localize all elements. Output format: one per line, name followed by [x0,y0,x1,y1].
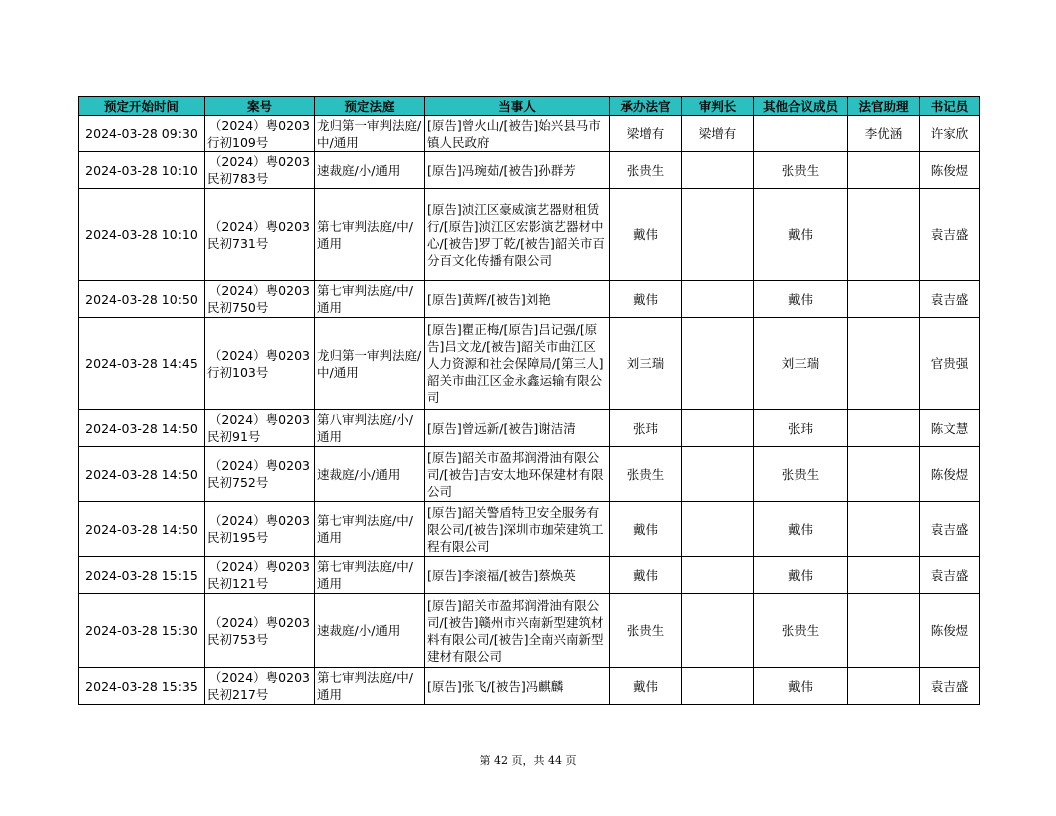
clerk-cell: 袁吉盛 [920,281,980,318]
judge-cell: 张贵生 [610,447,682,502]
case-number-prefix: （2024）粤0203 [208,614,310,630]
judge-assistant-cell [848,557,920,594]
case-number-cell [205,281,315,318]
header-parties: 当事人 [425,97,610,116]
header-presiding-judge: 审判长 [682,97,754,116]
courtroom-cell: 第七审判法庭/中/通用 [315,281,425,318]
parties-cell: [原告]韶关市盈邦润滑油有限公司/[被告]吉安太地环保建材有限公司 [425,447,610,502]
clerk-cell: 陈文慧 [920,410,980,447]
header-case-number: 案号 [205,97,315,116]
start-time-cell: 2024-03-28 10:10 [79,189,205,281]
courtroom-cell: 第七审判法庭/中/通用 [315,557,425,594]
judge-cell: 戴伟 [610,502,682,557]
start-time-cell: 2024-03-28 15:15 [79,557,205,594]
parties-cell: [原告]浈江区豪威演艺器财租赁行/[原告]浈江区宏影演艺器材中心/[被告]罗丁乾/[被告]韶关市百分百文化传播有限公司 [425,189,610,281]
case-number-prefix: （2024）粤0203 [208,513,310,528]
table-row [79,668,980,705]
table-row [79,594,980,668]
parties-cell: [原告]曾远新/[被告]谢洁清 [425,410,610,447]
judge-assistant-cell [848,447,920,502]
judge-cell: 戴伟 [610,668,682,705]
presiding-judge-cell [682,668,754,705]
presiding-judge-cell [682,189,754,281]
start-time-cell: 2024-03-28 15:35 [79,668,205,705]
start-time-cell: 2024-03-28 14:50 [79,502,205,557]
other-members-cell: 张贵生 [754,447,848,502]
case-number-cell [205,152,315,189]
start-time-cell: 2024-03-28 09:30 [79,116,205,152]
clerk-cell: 官贵强 [920,318,980,410]
other-members-cell: 刘三瑞 [754,318,848,410]
presiding-judge-cell [682,318,754,410]
presiding-judge-cell: 梁增有 [682,116,754,152]
clerk-cell: 许家欣 [920,116,980,152]
parties-cell: [原告]瞿正梅/[原告]吕记强/[原告]吕文龙/[被告]韶关市曲江区人力资源和社会保障局/[第三人]韶关市曲江区金永鑫运输有限公司 [425,318,610,410]
judge-assistant-cell [848,281,920,318]
case-number-suffix: 民初195号 [207,530,269,545]
parties-cell: [原告]曾火山/[被告]始兴县马市镇人民政府 [425,116,610,152]
judge-cell: 张贵生 [610,594,682,668]
start-time-cell: 2024-03-28 10:10 [79,152,205,189]
case-number-cell [205,410,315,447]
page-footer: 第 42 页，共 44 页 [479,754,577,767]
judge-assistant-cell [848,410,920,447]
clerk-cell: 陈俊煜 [920,152,980,189]
judge-assistant-cell: 李优涵 [848,116,920,152]
header-row [79,97,980,116]
table-row [79,116,980,152]
hearing-schedule-table [78,96,980,705]
case-number-prefix: （2024）粤0203 [208,412,310,427]
case-number-cell [205,318,315,410]
presiding-judge-cell [682,557,754,594]
case-number-cell [205,116,315,152]
case-number-cell [205,594,315,668]
judge-cell: 戴伟 [610,557,682,594]
table-row [79,410,980,447]
start-time-cell: 2024-03-28 14:50 [79,410,205,447]
presiding-judge-cell [682,502,754,557]
header-judge-assistant: 法官助理 [848,97,920,116]
courtroom-cell: 第七审判法庭/中/通用 [315,502,425,557]
other-members-cell: 戴伟 [754,557,848,594]
other-members-cell: 戴伟 [754,189,848,281]
parties-cell: [原告]冯琬茹/[被告]孙群芳 [425,152,610,189]
other-members-cell: 戴伟 [754,281,848,318]
judge-cell: 张玮 [610,410,682,447]
clerk-cell: 袁吉盛 [920,668,980,705]
case-number-suffix: 民初91号 [207,429,261,444]
header-courtroom: 预定法庭 [315,97,425,116]
courtroom-cell: 速裁庭/小/通用 [315,447,425,502]
start-time-cell: 2024-03-28 14:50 [79,447,205,502]
case-number-prefix: （2024）粤0203 [208,117,310,133]
case-number-cell [205,557,315,594]
presiding-judge-cell [682,447,754,502]
judge-cell: 戴伟 [610,189,682,281]
courtroom-cell: 第八审判法庭/小/通用 [315,410,425,447]
judge-cell: 梁增有 [610,116,682,152]
case-number-suffix: 民初217号 [207,687,269,702]
header-clerk: 书记员 [920,97,980,116]
clerk-cell: 陈俊煜 [920,594,980,668]
table-row [79,447,980,502]
parties-cell: [原告]张飞/[被告]冯麒麟 [425,668,610,705]
other-members-cell: 张贵生 [754,152,848,189]
judge-assistant-cell [848,594,920,668]
courtroom-cell: 龙归第一审判法庭/中/通用 [315,318,425,410]
case-number-prefix: （2024）粤0203 [208,670,310,685]
case-number-suffix: 民初783号 [207,171,269,186]
case-number-prefix: （2024）粤0203 [208,458,310,473]
presiding-judge-cell [682,410,754,447]
table-row [79,152,980,189]
courtroom-cell: 速裁庭/小/通用 [315,594,425,668]
judge-assistant-cell [848,502,920,557]
case-number-prefix: （2024）粤0203 [208,559,310,574]
case-number-cell [205,189,315,281]
case-number-cell [205,668,315,705]
table-row [79,502,980,557]
presiding-judge-cell [682,281,754,318]
case-number-prefix: （2024）粤0203 [208,218,310,234]
case-number-suffix: 民初752号 [207,475,269,490]
case-number-suffix: 行初103号 [207,364,269,380]
other-members-cell: 张玮 [754,410,848,447]
courtroom-cell: 速裁庭/小/通用 [315,152,425,189]
case-number-suffix: 民初750号 [207,300,269,315]
case-number-prefix: （2024）粤0203 [208,283,310,298]
parties-cell: [原告]韶关警盾特卫安全服务有限公司/[被告]深圳市珈荣建筑工程有限公司 [425,502,610,557]
parties-cell: [原告]黄辉/[被告]刘艳 [425,281,610,318]
header-other-members: 其他合议成员 [754,97,848,116]
table-row [79,318,980,410]
case-number-prefix: （2024）粤0203 [208,347,310,363]
parties-cell: [原告]韶关市盈邦润滑油有限公司/[被告]赣州市兴南新型建筑材料有限公司/[被告]全南兴南新型建材有限公司 [425,594,610,668]
clerk-cell: 袁吉盛 [920,557,980,594]
case-number-cell [205,447,315,502]
header-judge: 承办法官 [610,97,682,116]
judge-assistant-cell [848,189,920,281]
judge-cell: 刘三瑞 [610,318,682,410]
presiding-judge-cell [682,594,754,668]
case-number-suffix: 行初109号 [207,134,269,150]
case-number-suffix: 民初121号 [207,576,269,591]
table-row [79,281,980,318]
header-start-time: 预定开始时间 [79,97,205,116]
courtroom-cell: 第七审判法庭/中/通用 [315,668,425,705]
case-number-suffix: 民初731号 [207,235,269,251]
judge-cell: 张贵生 [610,152,682,189]
start-time-cell: 2024-03-28 10:50 [79,281,205,318]
clerk-cell: 袁吉盛 [920,189,980,281]
case-number-cell [205,502,315,557]
judge-assistant-cell [848,668,920,705]
other-members-cell: 张贵生 [754,594,848,668]
other-members-cell [754,116,848,152]
judge-assistant-cell [848,152,920,189]
table-row [79,189,980,281]
courtroom-cell: 第七审判法庭/中/通用 [315,189,425,281]
clerk-cell: 袁吉盛 [920,502,980,557]
case-number-prefix: （2024）粤0203 [208,154,310,169]
other-members-cell: 戴伟 [754,502,848,557]
presiding-judge-cell [682,152,754,189]
start-time-cell: 2024-03-28 14:45 [79,318,205,410]
parties-cell: [原告]李滚福/[被告]蔡焕英 [425,557,610,594]
judge-assistant-cell [848,318,920,410]
start-time-cell: 2024-03-28 15:30 [79,594,205,668]
clerk-cell: 陈俊煜 [920,447,980,502]
other-members-cell: 戴伟 [754,668,848,705]
judge-cell: 戴伟 [610,281,682,318]
case-number-suffix: 民初753号 [207,631,269,647]
table-row [79,557,980,594]
courtroom-cell: 龙归第一审判法庭/中/通用 [315,116,425,152]
